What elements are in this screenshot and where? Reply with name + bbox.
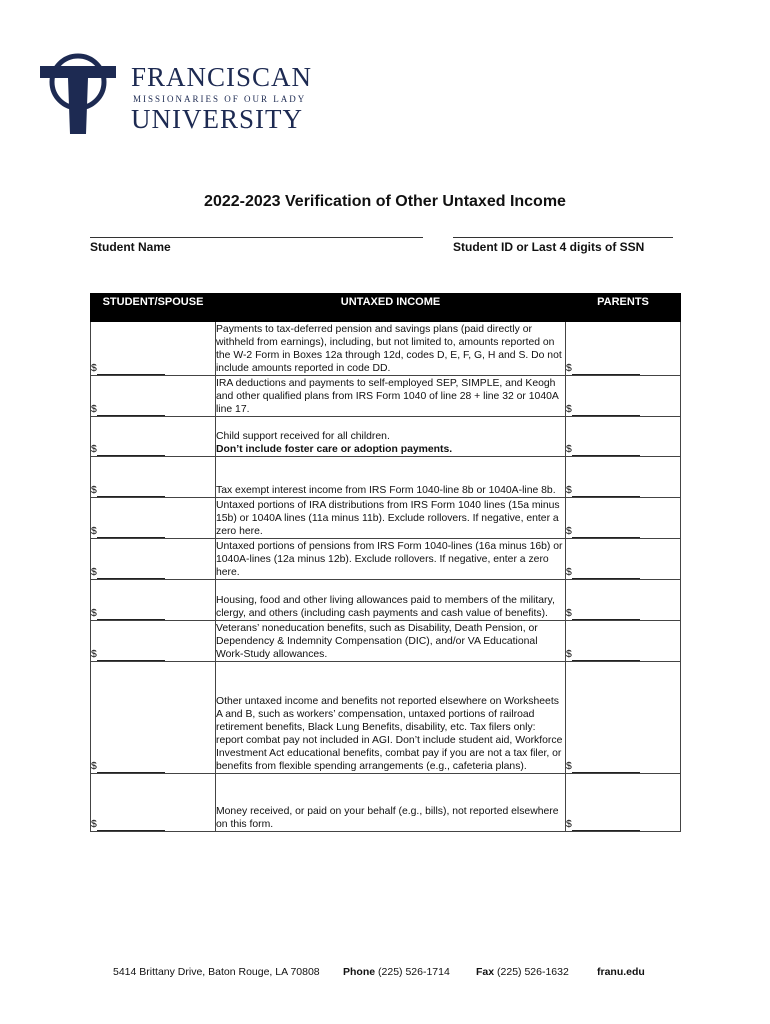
- dollar-sign: $: [91, 444, 97, 455]
- dollar-sign: $: [566, 404, 572, 415]
- income-description-cell: [216, 621, 566, 662]
- logo-line-3: UNIVERSITY: [131, 104, 303, 134]
- parent-amount-input[interactable]: [572, 820, 640, 831]
- parent-amount-cell: [566, 539, 681, 580]
- footer-website[interactable]: [597, 966, 645, 978]
- parent-amount-cell: [566, 457, 681, 498]
- untaxed-income-table: [90, 293, 681, 832]
- parent-amount-cell: [566, 322, 681, 376]
- table-row: [91, 322, 681, 376]
- student-amount-cell: [91, 662, 216, 774]
- student-id-line[interactable]: [453, 237, 673, 238]
- dollar-sign: $: [91, 608, 97, 619]
- student-amount-input[interactable]: [97, 527, 165, 538]
- parent-amount-input[interactable]: [572, 364, 640, 375]
- website-link[interactable]: franu.edu: [597, 966, 645, 978]
- dollar-sign: $: [91, 363, 97, 374]
- dollar-sign: $: [91, 761, 97, 772]
- logo-line-2: MISSIONARIES OF OUR LADY: [133, 94, 307, 104]
- parent-amount-input[interactable]: [572, 405, 640, 416]
- table-header-row: [91, 294, 681, 322]
- income-description-cell: [216, 539, 566, 580]
- dollar-sign: $: [566, 526, 572, 537]
- student-name-line[interactable]: [90, 237, 423, 238]
- dollar-sign: $: [566, 363, 572, 374]
- phone-label: Phone: [343, 966, 376, 978]
- table-row: [91, 417, 681, 457]
- parent-amount-cell: [566, 662, 681, 774]
- dollar-sign: $: [566, 819, 572, 830]
- income-description: Other untaxed income and benefits not reported elsewhere on Worksheets A and B, such as workers’ compensation, untaxed portions of railroad retirement benefits, Black Lung Benefits, disability, etc. Tax filers only: report combat pay not included in AGI. Don’t include student aid, Workforce Investment Act educational benefits, combat pay if you are not a tax filer, or benefits from flexible spending arrangements (e.g., cafeteria plans).: [216, 696, 563, 772]
- student-amount-input[interactable]: [97, 762, 165, 773]
- footer-phone: [343, 966, 450, 978]
- footer-address: 5414 Brittany Drive, Baton Rouge, LA 70808: [113, 966, 320, 978]
- fax-number: (225) 526-1632: [497, 966, 569, 978]
- dollar-sign: $: [91, 567, 97, 578]
- table-row: [91, 580, 681, 621]
- student-name-label: Student Name: [90, 240, 171, 254]
- parent-amount-input[interactable]: [572, 650, 640, 661]
- student-amount-input[interactable]: [97, 609, 165, 620]
- income-description-cell: [216, 457, 566, 498]
- header-parents: PARENTS: [566, 294, 681, 322]
- income-description: Payments to tax-deferred pension and savings plans (paid directly or withheld from earnings), including, but not limited to, amounts reported on the W-2 Form in Boxes 12a through 12d, codes D, E, F, G, H and S. Do not include amounts reported in code DD.: [216, 324, 562, 374]
- income-description-cell: [216, 322, 566, 376]
- income-description-cell: [216, 498, 566, 539]
- table-row: [91, 621, 681, 662]
- header-untaxed-income: UNTAXED INCOME: [216, 294, 566, 322]
- student-id-label: Student ID or Last 4 digits of SSN: [453, 240, 645, 254]
- student-amount-cell: [91, 621, 216, 662]
- income-description: Untaxed portions of pensions from IRS Form 1040-lines (16a minus 16b) or 1040A-lines (12a minus 12b). Exclude rollovers. If negative, enter a zero here.: [216, 541, 563, 578]
- footer-fax: [476, 966, 569, 978]
- dollar-sign: $: [91, 649, 97, 660]
- income-description-cell: [216, 580, 566, 621]
- dollar-sign: $: [566, 567, 572, 578]
- parent-amount-input[interactable]: [572, 445, 640, 456]
- dollar-sign: $: [91, 819, 97, 830]
- income-description-cell: [216, 376, 566, 417]
- dollar-sign: $: [566, 649, 572, 660]
- income-description: Untaxed portions of IRA distributions from IRS Form 1040 lines (15a minus 15b) or 1040A lines (11a minus 11b). Exclude rollovers. If negative, enter a zero here.: [216, 500, 560, 537]
- parent-amount-cell: [566, 417, 681, 457]
- dollar-sign: $: [566, 608, 572, 619]
- dollar-sign: $: [91, 485, 97, 496]
- student-amount-input[interactable]: [97, 650, 165, 661]
- student-amount-input[interactable]: [97, 364, 165, 375]
- parent-amount-input[interactable]: [572, 486, 640, 497]
- phone-number: (225) 526-1714: [378, 966, 450, 978]
- student-amount-cell: [91, 498, 216, 539]
- parent-amount-cell: [566, 498, 681, 539]
- logo-line-1: FRANCISCAN: [131, 62, 313, 92]
- student-amount-cell: [91, 322, 216, 376]
- tau-cross-icon: [38, 52, 124, 134]
- parent-amount-cell: [566, 621, 681, 662]
- dollar-sign: $: [91, 526, 97, 537]
- student-amount-cell: [91, 774, 216, 832]
- table-row: [91, 457, 681, 498]
- income-description-cell: [216, 662, 566, 774]
- student-amount-input[interactable]: [97, 405, 165, 416]
- parent-amount-input[interactable]: [572, 609, 640, 620]
- table-row: [91, 498, 681, 539]
- dollar-sign: $: [566, 761, 572, 772]
- income-description: IRA deductions and payments to self-employed SEP, SIMPLE, and Keogh and other qualified plans from IRS Form 1040 of line 28 + line 32 or 1040A line 17.: [216, 378, 559, 415]
- income-note: Don’t include foster care or adoption payments.: [216, 444, 453, 455]
- page-title: 2022-2023 Verification of Other Untaxed Income: [204, 193, 566, 210]
- parent-amount-input[interactable]: [572, 527, 640, 538]
- parent-amount-cell: [566, 774, 681, 832]
- table-row: [91, 376, 681, 417]
- header-student-spouse: STUDENT/SPOUSE: [91, 294, 216, 322]
- income-description: Child support received for all children.: [216, 431, 390, 442]
- student-amount-input[interactable]: [97, 486, 165, 497]
- table-row: [91, 662, 681, 774]
- income-description: Tax exempt interest income from IRS Form 1040-line 8b or 1040A-line 8b.: [216, 485, 556, 496]
- student-amount-cell: [91, 457, 216, 498]
- income-description-cell: [216, 417, 566, 457]
- parent-amount-input[interactable]: [572, 762, 640, 773]
- student-amount-cell: [91, 539, 216, 580]
- university-logo: [38, 52, 313, 134]
- student-amount-input[interactable]: [97, 445, 165, 456]
- student-amount-cell: [91, 376, 216, 417]
- income-description-cell: [216, 774, 566, 832]
- parent-amount-cell: [566, 376, 681, 417]
- income-description: Veterans’ noneducation benefits, such as Disability, Death Pension, or Dependency & Indemnity Compensation (DIC), and/or VA Educational Work-Study allowances.: [216, 623, 538, 660]
- table-row: [91, 774, 681, 832]
- student-amount-input[interactable]: [97, 568, 165, 579]
- student-amount-cell: [91, 580, 216, 621]
- table-row: [91, 539, 681, 580]
- dollar-sign: $: [91, 404, 97, 415]
- income-description: Housing, food and other living allowances paid to members of the military, clergy, and others (including cash payments and cash value of benefits).: [216, 595, 555, 619]
- dollar-sign: $: [566, 485, 572, 496]
- dollar-sign: $: [566, 444, 572, 455]
- parent-amount-input[interactable]: [572, 568, 640, 579]
- student-amount-input[interactable]: [97, 820, 165, 831]
- fax-label: Fax: [476, 966, 495, 978]
- student-amount-cell: [91, 417, 216, 457]
- parent-amount-cell: [566, 580, 681, 621]
- income-description: Money received, or paid on your behalf (e.g., bills), not reported elsewhere on this form.: [216, 806, 559, 830]
